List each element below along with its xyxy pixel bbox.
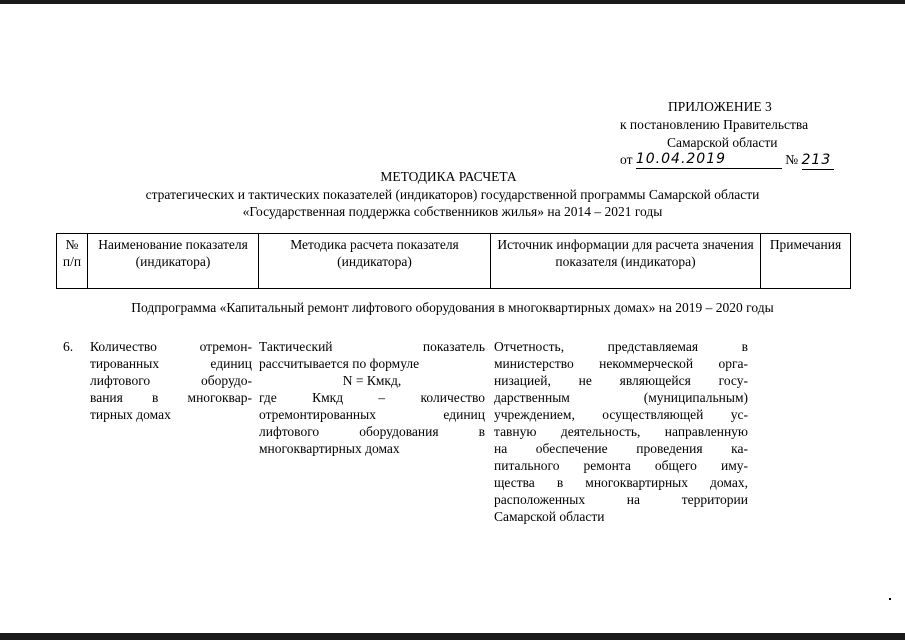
appendix-title: ПРИЛОЖЕНИЕ 3 — [668, 99, 772, 114]
appendix-reference: к постановлению Правительства — [620, 117, 809, 132]
date-prefix: от — [620, 152, 633, 167]
subprogram-title: Подпрограмма «Капитальный ремонт лифтового оборудования в многоквартирных домах» на 2019 – 2020 годы — [131, 300, 774, 315]
source-cell: Отчетность, представляемая в министерство некоммерческой орга- низацией, не являющейся госу- дарственным (муниципальным) учреждением, осуществляющей ус- тавную деятельность, направленную на обеспечение проведения ка- питального ремонта общего иму- щества в многоквартирных домах, расположенных на территории Самарской области — [494, 339, 748, 524]
bottom-border — [0, 633, 905, 640]
number-prefix: № — [785, 152, 799, 167]
column-header-method: Методика расчета показателя (индикатора) — [259, 234, 491, 289]
column-header-number: № п/п — [57, 234, 88, 289]
number-value: 213 — [801, 152, 832, 168]
top-border — [0, 0, 905, 4]
formula: N = Кмкд, — [342, 373, 402, 388]
column-header-indicator: Наименование показателя (индикатора) — [88, 234, 259, 289]
indicator-name: Количество отремон- тированных единиц лифтового оборудо- вания в многоквар- тирных домах — [90, 339, 252, 422]
column-header-source: Источник информации для расчета значения показателя (индикатора) — [491, 234, 761, 289]
method-cell: Тактический показатель рассчитывается по формуле N = Кмкд, где Кмкд – количество отремонтированных единиц лифтового оборудования в многоквартирных домах — [259, 339, 485, 456]
scan-speck — [889, 598, 891, 600]
appendix-organization: Самарской области — [667, 135, 778, 150]
document-title: МЕТОДИКА РАСЧЕТА — [380, 169, 517, 184]
row-number: 6. — [63, 339, 74, 354]
document-subtitle-line2: «Государственная поддержка собственников жилья» на 2014 – 2021 годы — [242, 204, 663, 219]
document-subtitle-line1: стратегических и тактических показателей (индикаторов) государственной программы Самарской области — [145, 187, 760, 202]
table-header — [56, 233, 851, 289]
date-value: 10.04.2019 — [635, 151, 727, 167]
column-header-notes: Примечания — [761, 234, 851, 289]
date-field — [636, 150, 782, 169]
